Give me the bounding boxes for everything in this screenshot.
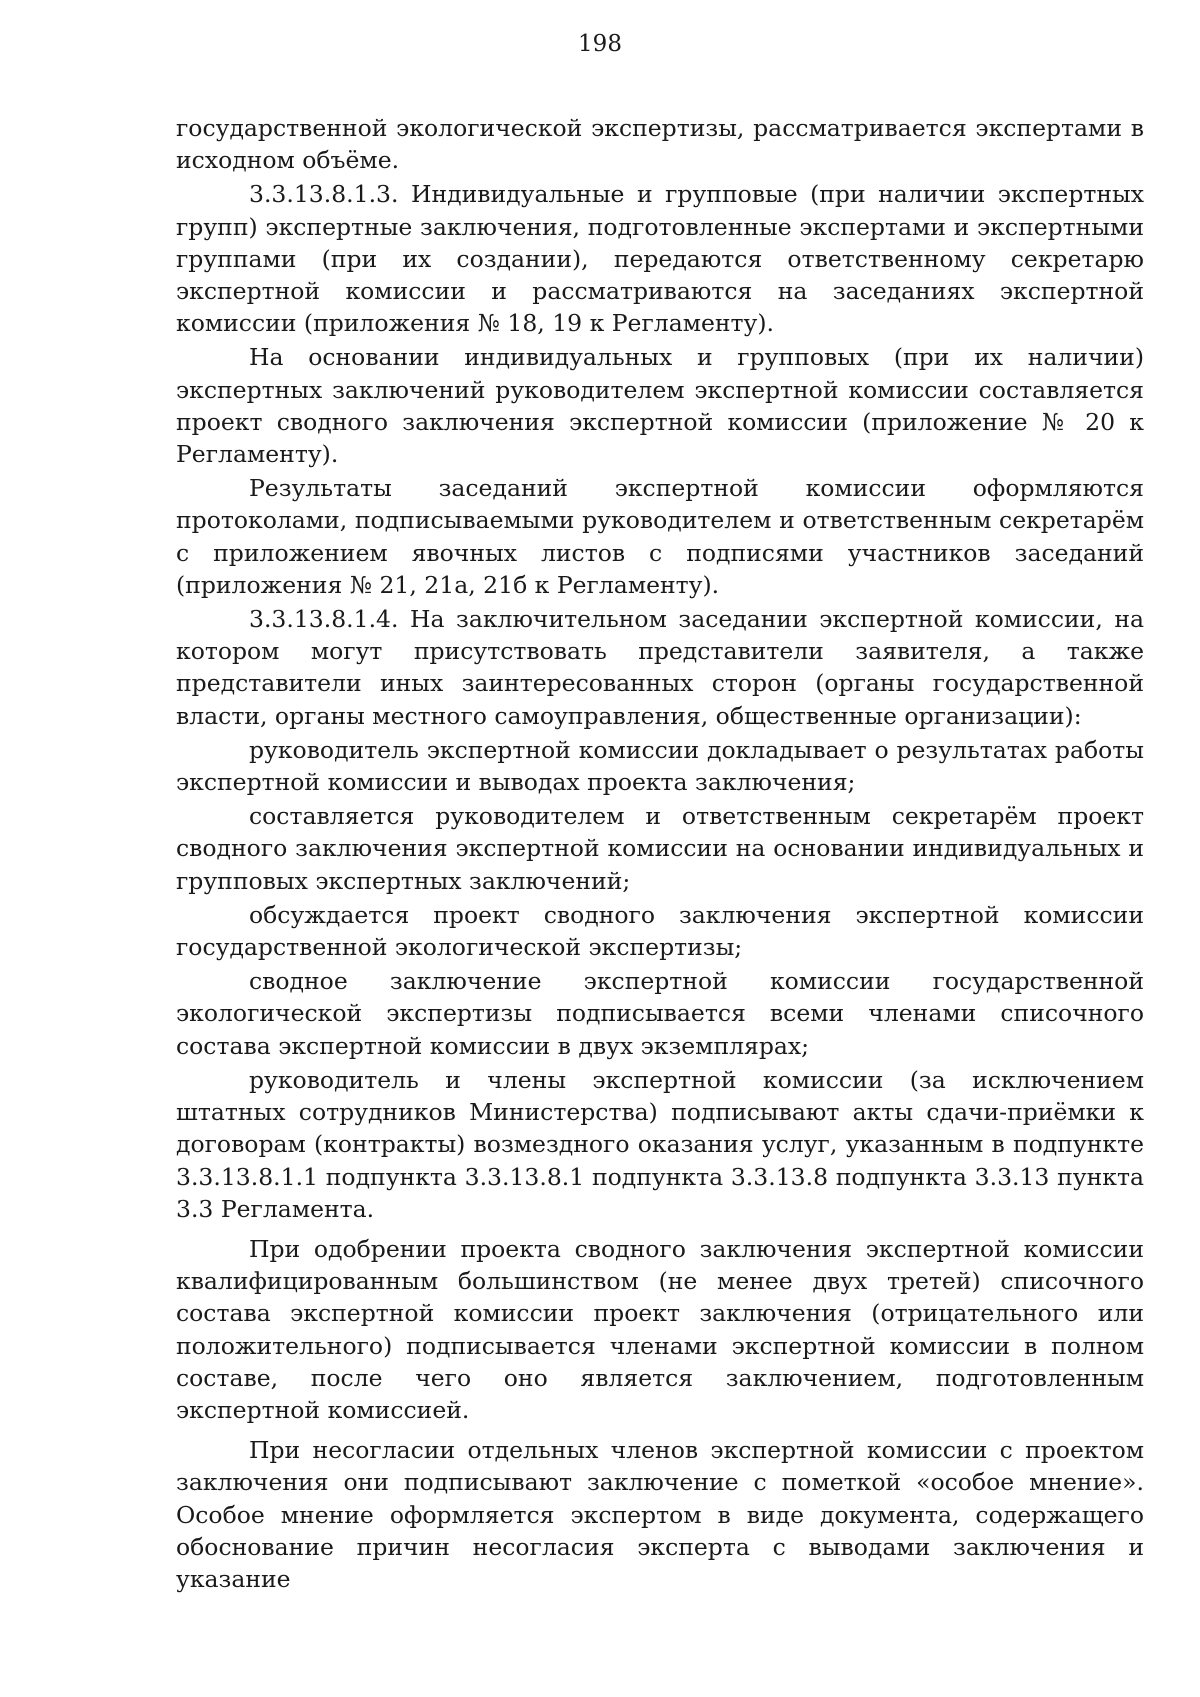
paragraph-continuation: государственной экологической экспертизы, рассматривается экспертами в исходном объёме. xyxy=(176,114,1144,175)
paragraph-3-3-13-8-1-4: 3.3.13.8.1.4. На заключительном заседании экспертной комиссии, на котором могут присутствовать представители заявителя, а также представители иных заинтересованных сторон (органы государственной власти, органы местного самоуправления, общественные организации): xyxy=(176,605,1144,730)
paragraph-approval-majority: При одобрении проекта сводного заключения экспертной комиссии квалифицированным большинством (не менее двух третей) списочного состава экспертной комиссии проект заключения (отрицательного или положительного) подписывается членами экспертной комиссии в полном составе, после чего оно является заключением, подготовленным экспертной комиссией. xyxy=(176,1234,1144,1424)
list-item-acceptance-acts: руководитель и члены экспертной комиссии (за исключением штатных сотрудников Министерства) подписывают акты сдачи-приёмки к договорам (контракты) возмездного оказания услуг, указанным в подпункте 3.3.13.8.1.1 подпункта 3.3.13.8.1 подпункта 3.3.13.8 подпункта 3.3.13 пункта 3.3 Регламента. xyxy=(176,1065,1144,1223)
list-item-draft-discussed: обсуждается проект сводного заключения экспертной комиссии государственной экологической экспертизы; xyxy=(176,900,1144,962)
page-number: 198 xyxy=(578,31,622,57)
paragraph-meeting-protocols: Результаты заседаний экспертной комиссии оформляются протоколами, подписываемыми руководителем и ответственным секретарём с приложением явочных листов с подписями участников заседаний (приложения № 21, 21а, 21б к Регламенту). xyxy=(176,474,1144,599)
paragraph-draft-summary-conclusion: На основании индивидуальных и групповых (при их наличии) экспертных заключений руководителем экспертной комиссии составляется проект сводного заключения экспертной комиссии (приложение № 20 к Регламенту). xyxy=(176,343,1144,469)
list-item-leader-reports: руководитель экспертной комиссии докладывает о результатах работы экспертной комиссии и выводах проекта заключения; xyxy=(176,735,1144,797)
paragraph-3-3-13-8-1-3: 3.3.13.8.1.3. Индивидуальные и групповые (при наличии экспертных групп) экспертные заключения, подготовленные экспертами и экспертными группами (при их создании), передаются ответственному секретарю экспертной комиссии и рассматриваются на заседаниях экспертной комиссии (приложения № 18, 19 к Регламенту). xyxy=(176,180,1144,338)
paragraph-special-opinion: При несогласии отдельных членов экспертной комиссии с проектом заключения они подписывают заключение с пометкой «особое мнение». Особое мнение оформляется экспертом в виде документа, содержащего обоснование причин несогласия эксперта с выводами заключения и указание xyxy=(176,1436,1144,1593)
document-body xyxy=(176,112,1144,1597)
list-item-draft-compiled: составляется руководителем и ответственным секретарём проект сводного заключения экспертной комиссии на основании индивидуальных и групповых экспертных заключений; xyxy=(176,802,1144,895)
list-item-conclusion-signed: сводное заключение экспертной комиссии государственной экологической экспертизы подписывается всеми членами списочного состава экспертной комиссии в двух экземплярах; xyxy=(176,967,1144,1060)
